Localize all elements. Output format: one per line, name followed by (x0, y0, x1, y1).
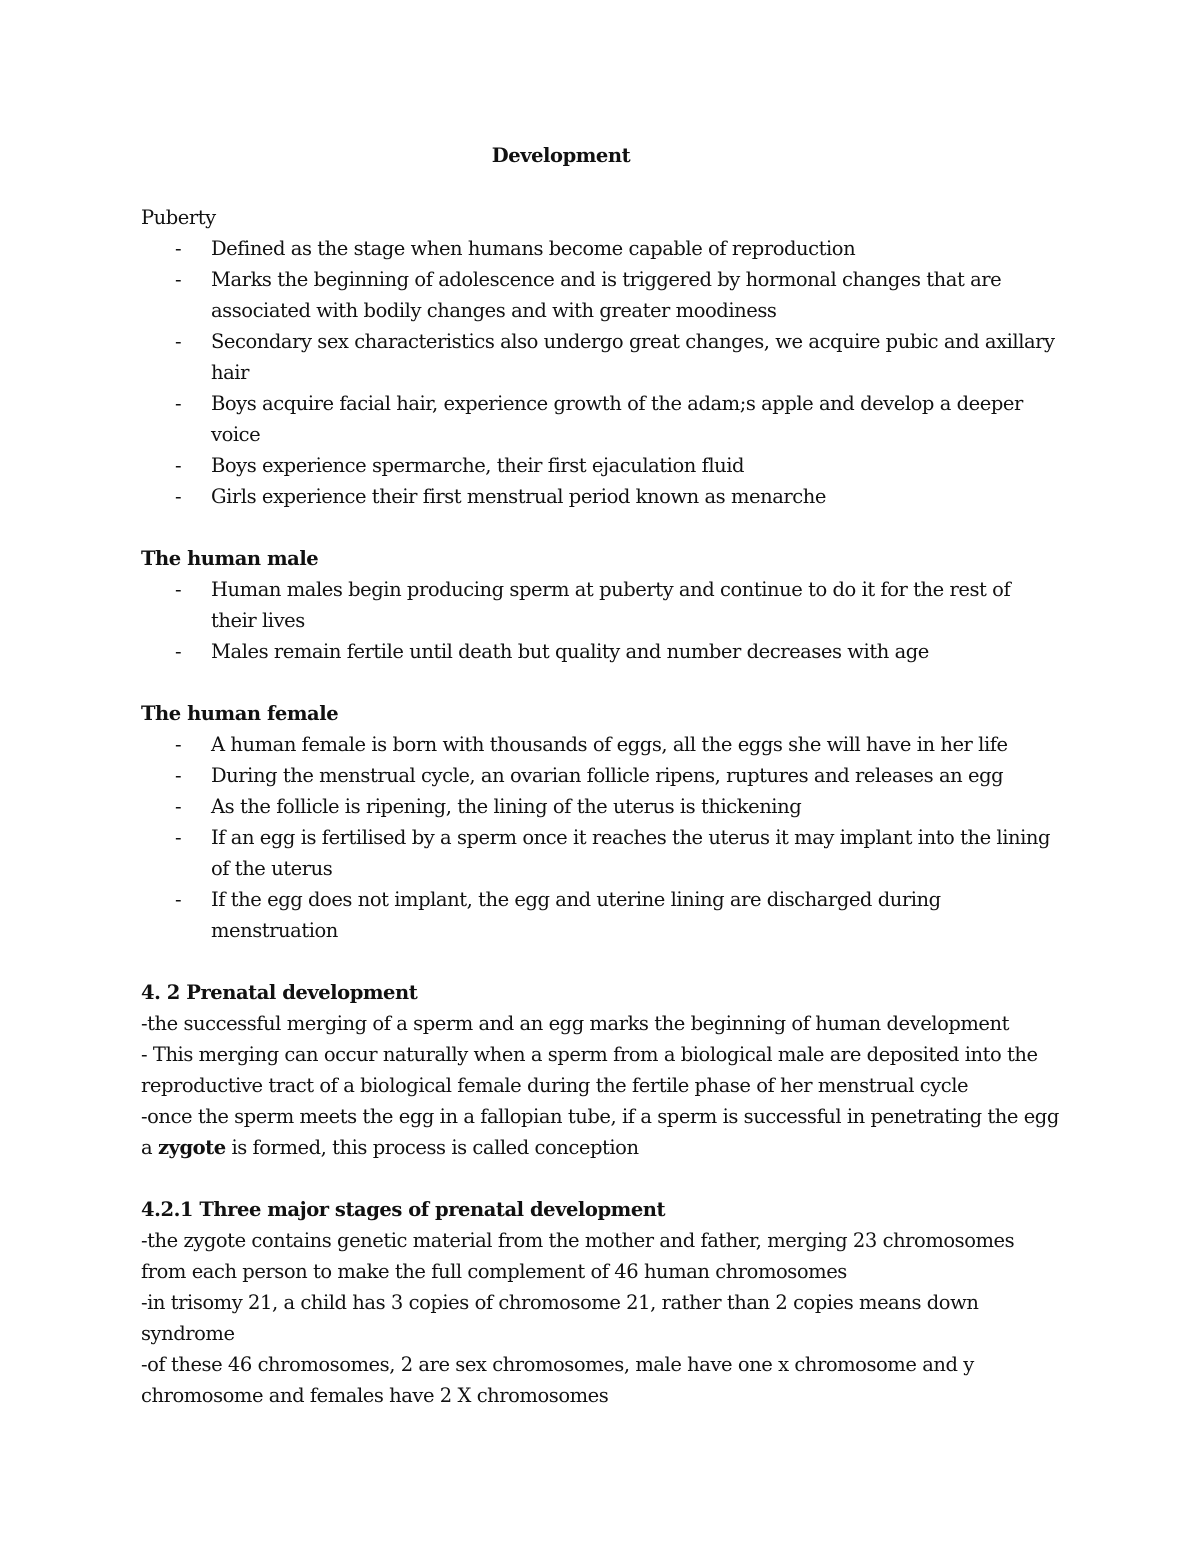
list-item (141, 388, 1061, 450)
dash-bullet: - (175, 454, 182, 477)
list-item-text: Boys acquire facial hair, experience growth of the adam;s apple and develop a deeper voice (211, 392, 1023, 446)
stages-heading: 4.2.1 Three major stages of prenatal development (141, 1198, 666, 1221)
paragraph-text: -once the sperm meets the egg in a fallopian tube, if a sperm is successful in penetrating the egg a (141, 1105, 1059, 1159)
dash-bullet: - (175, 733, 182, 756)
list-item (141, 326, 1061, 388)
list-item-text: If the egg does not implant, the egg and uterine lining are discharged during menstruation (211, 888, 941, 942)
document-page (141, 140, 1061, 1442)
section-puberty (141, 202, 1061, 512)
list-item (141, 450, 1061, 481)
list-item-text: Boys experience spermarche, their first ejaculation fluid (211, 454, 745, 477)
dash-bullet: - (175, 485, 182, 508)
list-item (141, 481, 1061, 512)
dash-bullet: - (175, 826, 182, 849)
list-item-text: During the menstrual cycle, an ovarian follicle ripens, ruptures and releases an egg (211, 764, 1004, 787)
male-list (141, 574, 1061, 667)
list-item (141, 822, 1061, 884)
list-item-text: As the follicle is ripening, the lining of the uterus is thickening (211, 795, 802, 818)
dash-bullet: - (175, 237, 182, 260)
stages-paragraph: -of these 46 chromosomes, 2 are sex chromosomes, male have one x chromosome and y chromosome and females have 2 X chromosomes (141, 1353, 974, 1407)
list-item (141, 233, 1061, 264)
prenatal-heading: 4. 2 Prenatal development (141, 981, 418, 1004)
list-item (141, 264, 1061, 326)
paragraph-text: is formed, this process is called conception (225, 1136, 639, 1159)
prenatal-paragraph: - This merging can occur naturally when a sperm from a biological male are deposited into the reproductive tract of a biological female during the fertile phase of her menstrual cycle (141, 1043, 1038, 1097)
dash-bullet: - (175, 330, 182, 353)
male-heading: The human male (141, 547, 319, 570)
document-title: Development (491, 144, 631, 167)
dash-bullet: - (175, 268, 182, 291)
dash-bullet: - (175, 888, 182, 911)
list-item-text: Defined as the stage when humans become capable of reproduction (211, 237, 856, 260)
dash-bullet: - (175, 764, 182, 787)
list-item (141, 760, 1061, 791)
list-item-text: Human males begin producing sperm at puberty and continue to do it for the rest of their lives (211, 578, 1011, 632)
prenatal-paragraph (141, 1101, 1061, 1163)
puberty-list (141, 233, 1061, 512)
list-item (141, 884, 1061, 946)
female-list (141, 729, 1061, 946)
list-item-text: Girls experience their first menstrual period known as menarche (211, 485, 826, 508)
list-item (141, 574, 1061, 636)
list-item (141, 636, 1061, 667)
female-heading: The human female (141, 702, 339, 725)
section-human-female (141, 698, 1061, 946)
list-item-text: Males remain fertile until death but quality and number decreases with age (211, 640, 929, 663)
section-prenatal-development (141, 977, 1061, 1163)
list-item-text: Secondary sex characteristics also undergo great changes, we acquire pubic and axillary hair (211, 330, 1055, 384)
dash-bullet: - (175, 578, 182, 601)
dash-bullet: - (175, 795, 182, 818)
list-item (141, 791, 1061, 822)
stages-paragraph: -in trisomy 21, a child has 3 copies of chromosome 21, rather than 2 copies means down syndrome (141, 1291, 979, 1345)
stages-paragraph: -the zygote contains genetic material from the mother and father, merging 23 chromosomes from each person to make the full complement of 46 human chromosomes (141, 1229, 1015, 1283)
puberty-heading: Puberty (141, 206, 216, 229)
zygote-term: zygote (157, 1136, 226, 1159)
dash-bullet: - (175, 392, 182, 415)
list-item-text: If an egg is fertilised by a sperm once it reaches the uterus it may implant into the lining of the uterus (211, 826, 1051, 880)
list-item-text: Marks the beginning of adolescence and is triggered by hormonal changes that are associated with bodily changes and with greater moodiness (211, 268, 1002, 322)
dash-bullet: - (175, 640, 182, 663)
section-human-male (141, 543, 1061, 667)
list-item-text: A human female is born with thousands of eggs, all the eggs she will have in her life (211, 733, 1008, 756)
list-item (141, 729, 1061, 760)
prenatal-paragraph: -the successful merging of a sperm and an egg marks the beginning of human development (141, 1012, 1010, 1035)
section-three-major-stages (141, 1194, 1061, 1411)
